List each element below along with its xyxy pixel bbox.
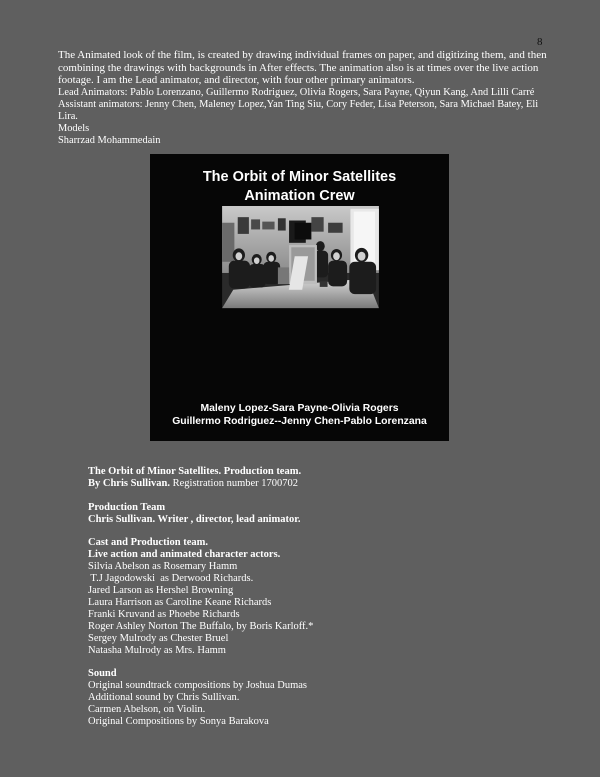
production-team-line: Chris Sullivan. Writer , director, lead animator. [88,513,301,525]
cast-member: Silvia Abelson as Rosemary Hamm [88,561,238,573]
production-by: By Chris Sullivan. [88,477,170,489]
cast-member: Jared Larson as Hershel Browning [88,585,234,597]
cast-member: Roger Ashley Norton The Buffalo, by Boris Karloff.* [88,620,314,632]
sound-heading: Sound [88,668,117,680]
production-team-block [88,502,528,526]
production-team-heading: Production Team [88,501,166,513]
cast-subheading: Live action and animated character actors. [88,549,281,561]
cast-block [88,537,528,656]
production-block [88,466,528,490]
registration-number: Registration number 1700702 [170,477,299,489]
sound-line: Additional sound by Chris Sullivan. [88,692,240,704]
cast-heading: Cast and Production team. [88,537,208,549]
cast-member: Natasha Mulrody as Mrs. Hamm [88,644,226,656]
photo-caption-line1: Maleny Lopez-Sara Payne-Olivia Rogers [200,403,399,414]
cast-member: Sergey Mulrody as Chester Bruel [88,632,229,644]
crew-photo [160,206,441,389]
cast-member: T.J Jagodowski as Derwood Richards. [88,573,254,585]
intro-paragraph: The Animated look of the film, is created by drawing individual frames on paper, and digitizing them, and then combining the drawings with backgrounds in After effects. The animation also is at times over the live action footage. I am the Lead animator, and director, with four other primary animators. [58,49,547,86]
lead-animators: Lead Animators: Pablo Lorenzano, Guillermo Rodriguez, Olivia Rogers, Sara Payne, Qiyun Kang, And Lilli Carré [58,86,535,98]
model-name: Sharrzad Mohammedain [58,134,161,146]
sound-line: Carmen Abelson, on Violin. [88,704,206,716]
photo-title-line2: Animation Crew [244,188,355,204]
intro-text [58,49,548,147]
page-number: 8 [537,36,543,48]
photo-title [150,168,449,206]
cast-member: Laura Harrison as Caroline Keane Richards [88,596,272,608]
crew-photo-card [150,154,449,441]
photo-title-line1: The Orbit of Minor Satellites [202,169,397,185]
sound-line: Original soundtrack compositions by Joshua Dumas [88,680,308,692]
production-title: The Orbit of Minor Satellites. Production team. [88,466,302,477]
photo-caption [150,402,449,428]
models-label: Models [58,122,90,134]
photo-caption-line2: Guillermo Rodriguez--Jenny Chen-Pablo Lorenzana [172,416,427,427]
sound-block [88,668,528,728]
sound-line: Original Compositions by Sonya Barakova [88,715,269,727]
credits [88,466,528,740]
assistant-animators: Assistant animators: Jenny Chen, Maleney Lopez,Yan Ting Siu, Cory Feder, Lisa Peterson, Sara Michael Batey, Eli Lira. [58,98,539,122]
cast-member: Franki Kruvand as Phoebe Richards [88,608,240,620]
